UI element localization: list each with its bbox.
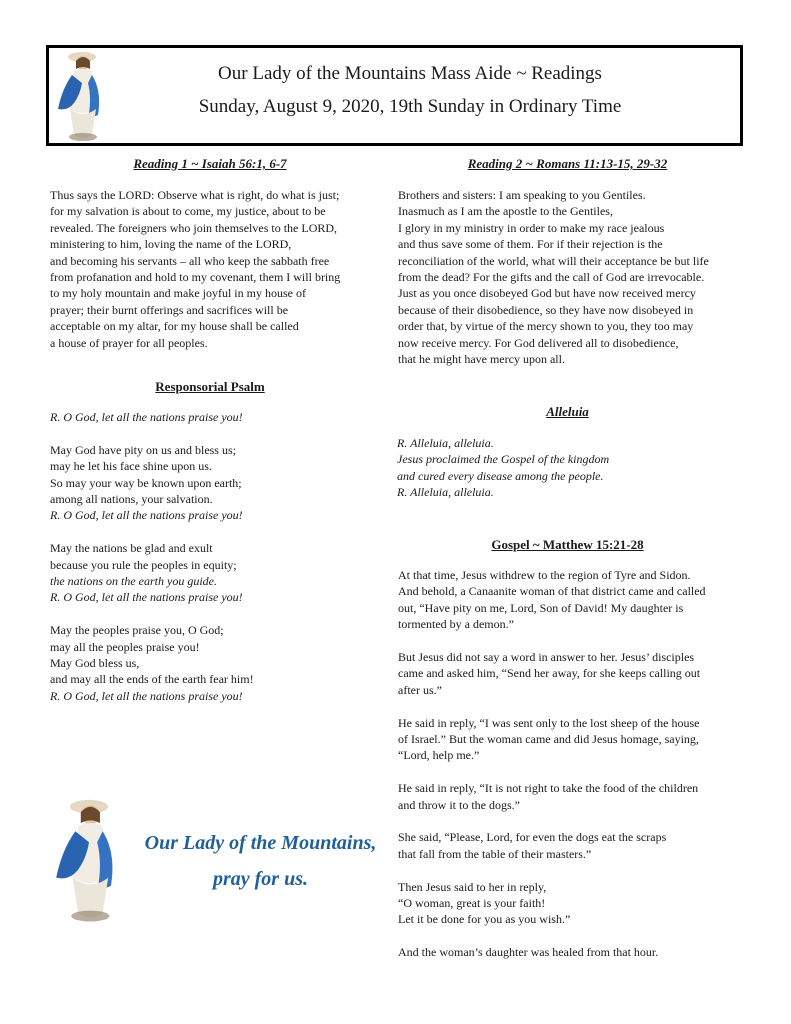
text-line: for my salvation is about to come, my justice, about to be: [50, 204, 326, 219]
text-line: He said in reply, “I was sent only to the lost sheep of the house: [398, 715, 700, 730]
prayer-line-2: pray for us.: [212, 868, 308, 890]
text-line: R. O God, let all the nations praise you!: [50, 688, 243, 703]
madonna-image: [52, 49, 112, 143]
gospel-paragraph: [398, 944, 706, 960]
text-line: and throw it to the dogs.”: [398, 797, 520, 812]
text-line: that fall from the table of their masters.”: [398, 846, 592, 861]
gospel-paragraph: [398, 715, 706, 764]
madonna-image-large: [48, 795, 130, 925]
text-line: “O woman, great is your faith!: [398, 896, 546, 911]
text-line: that he might have mercy upon all.: [398, 352, 565, 367]
text-line: out, “Have pity on me, Lord, Son of David! My daughter is: [398, 600, 684, 615]
text-line: acceptable on my altar, for my house shall be called: [50, 319, 299, 334]
text-line: She said, “Please, Lord, for even the dogs eat the scraps: [398, 830, 667, 845]
text-line: May God have pity on us and bless us;: [50, 442, 236, 457]
text-line: to my holy mountain and make joyful in my house of: [50, 286, 306, 301]
text-line: And behold, a Canaanite woman of that district came and called: [398, 584, 706, 599]
text-line: Inasmuch as I am the apostle to the Gentiles,: [398, 204, 613, 219]
text-line: revealed. The foreigners who join themselves to the LORD,: [50, 220, 338, 235]
text-line: May the nations be glad and exult: [50, 541, 213, 556]
psalm-response: R. O God, let all the nations praise you!: [50, 410, 243, 424]
psalm-heading: Responsorial Psalm: [155, 379, 265, 394]
text-line: after us.”: [398, 682, 442, 697]
text-line: tormented by a demon.”: [398, 617, 514, 632]
gospel-text: [398, 567, 706, 961]
gospel-paragraph: [398, 829, 706, 862]
text-line: of Israel.” But the woman came and did Jesus homage, saying,: [398, 732, 699, 747]
text-line: Just as you once disobeyed God but have now received mercy: [398, 286, 696, 301]
text-line: At that time, Jesus withdrew to the region of Tyre and Sidon.: [398, 568, 691, 582]
text-line: Jesus proclaimed the Gospel of the kingdom: [397, 452, 610, 467]
text-line: “Lord, help me.”: [398, 748, 480, 763]
text-line: Thus says the LORD: Observe what is right, do what is just;: [50, 188, 340, 202]
psalm-text: [50, 409, 254, 704]
text-line: Brothers and sisters: I am speaking to you Gentiles.: [398, 188, 646, 202]
text-line: Let it be done for you as you wish.”: [398, 912, 571, 927]
gospel-paragraph: [398, 649, 706, 698]
text-line: R. Alleluia, alleluia.: [397, 436, 494, 450]
reading1-text: [50, 187, 340, 351]
text-line: R. O God, let all the nations praise you!: [50, 590, 243, 605]
text-line: reconciliation of the world, what will their acceptance be but life: [398, 253, 709, 268]
text-line: prayer; their burnt offerings and sacrifices will be: [50, 302, 289, 317]
text-line: and cured every disease among the people.: [397, 468, 604, 483]
text-line: order that, by virtue of the mercy shown to you, they too may: [398, 319, 694, 334]
text-line: may he let his face shine upon us.: [50, 459, 212, 474]
text-line: may all the peoples praise you!: [50, 639, 200, 654]
text-line: and becoming his servants – all who keep the sabbath free: [50, 253, 330, 268]
text-line: And the woman’s daughter was healed from that hour.: [398, 945, 659, 960]
text-line: the nations on the earth you guide.: [50, 574, 217, 589]
alleluia-heading: Alleluia: [546, 404, 589, 419]
text-line: R. O God, let all the nations praise you!: [50, 508, 243, 523]
gospel-heading: Gospel ~ Matthew 15:21-28: [491, 537, 644, 552]
text-line: from profanation and hold to my covenant, them I will bring: [50, 270, 341, 285]
text-line: R. Alleluia, alleluia.: [397, 485, 494, 500]
reading1-heading: Reading 1 ~ Isaiah 56:1, 6-7: [133, 156, 287, 171]
reading2-heading: Reading 2 ~ Romans 11:13-15, 29-32: [467, 156, 668, 171]
prayer-line-1: Our Lady of the Mountains,: [144, 832, 377, 854]
alleluia-text: [397, 435, 609, 501]
page-title: Our Lady of the Mountains Mass Aide ~ Readings: [218, 63, 602, 84]
text-line: from the dead? For the gifts and the call of God are irrevocable.: [398, 270, 705, 285]
page-subtitle: Sunday, August 9, 2020, 19th Sunday in Ordinary Time: [198, 96, 622, 117]
text-line: Then Jesus said to her in reply,: [398, 879, 547, 894]
reading2-text: [398, 187, 709, 367]
text-line: ministering to him, loving the name of the LORD,: [50, 237, 292, 252]
text-line: I glory in my ministry in order to make my race jealous: [398, 220, 665, 235]
text-line: So may your way be known upon earth;: [50, 475, 242, 490]
gospel-paragraph: [398, 567, 706, 633]
gospel-paragraph: [398, 780, 706, 813]
text-line: He said in reply, “It is not right to take the food of the children: [398, 781, 699, 796]
text-line: because you rule the peoples in equity;: [50, 557, 237, 572]
text-line: May the peoples praise you, O God;: [50, 623, 224, 638]
text-line: a house of prayer for all peoples.: [50, 335, 208, 350]
text-line: and thus save some of them. For if their rejection is the: [398, 237, 663, 252]
text-line: because of their disobedience, so they have now disobeyed in: [398, 302, 694, 317]
text-line: now receive mercy. For God delivered all to disobedience,: [398, 335, 679, 350]
text-line: came and asked him, “Send her away, for she keeps calling out: [398, 666, 701, 681]
text-line: May God bless us,: [50, 656, 140, 671]
text-line: But Jesus did not say a word in answer to her. Jesus’ disciples: [398, 650, 695, 665]
text-line: among all nations, your salvation.: [50, 492, 213, 507]
text-line: and may all the ends of the earth fear him!: [50, 672, 254, 687]
gospel-paragraph: [398, 879, 706, 928]
